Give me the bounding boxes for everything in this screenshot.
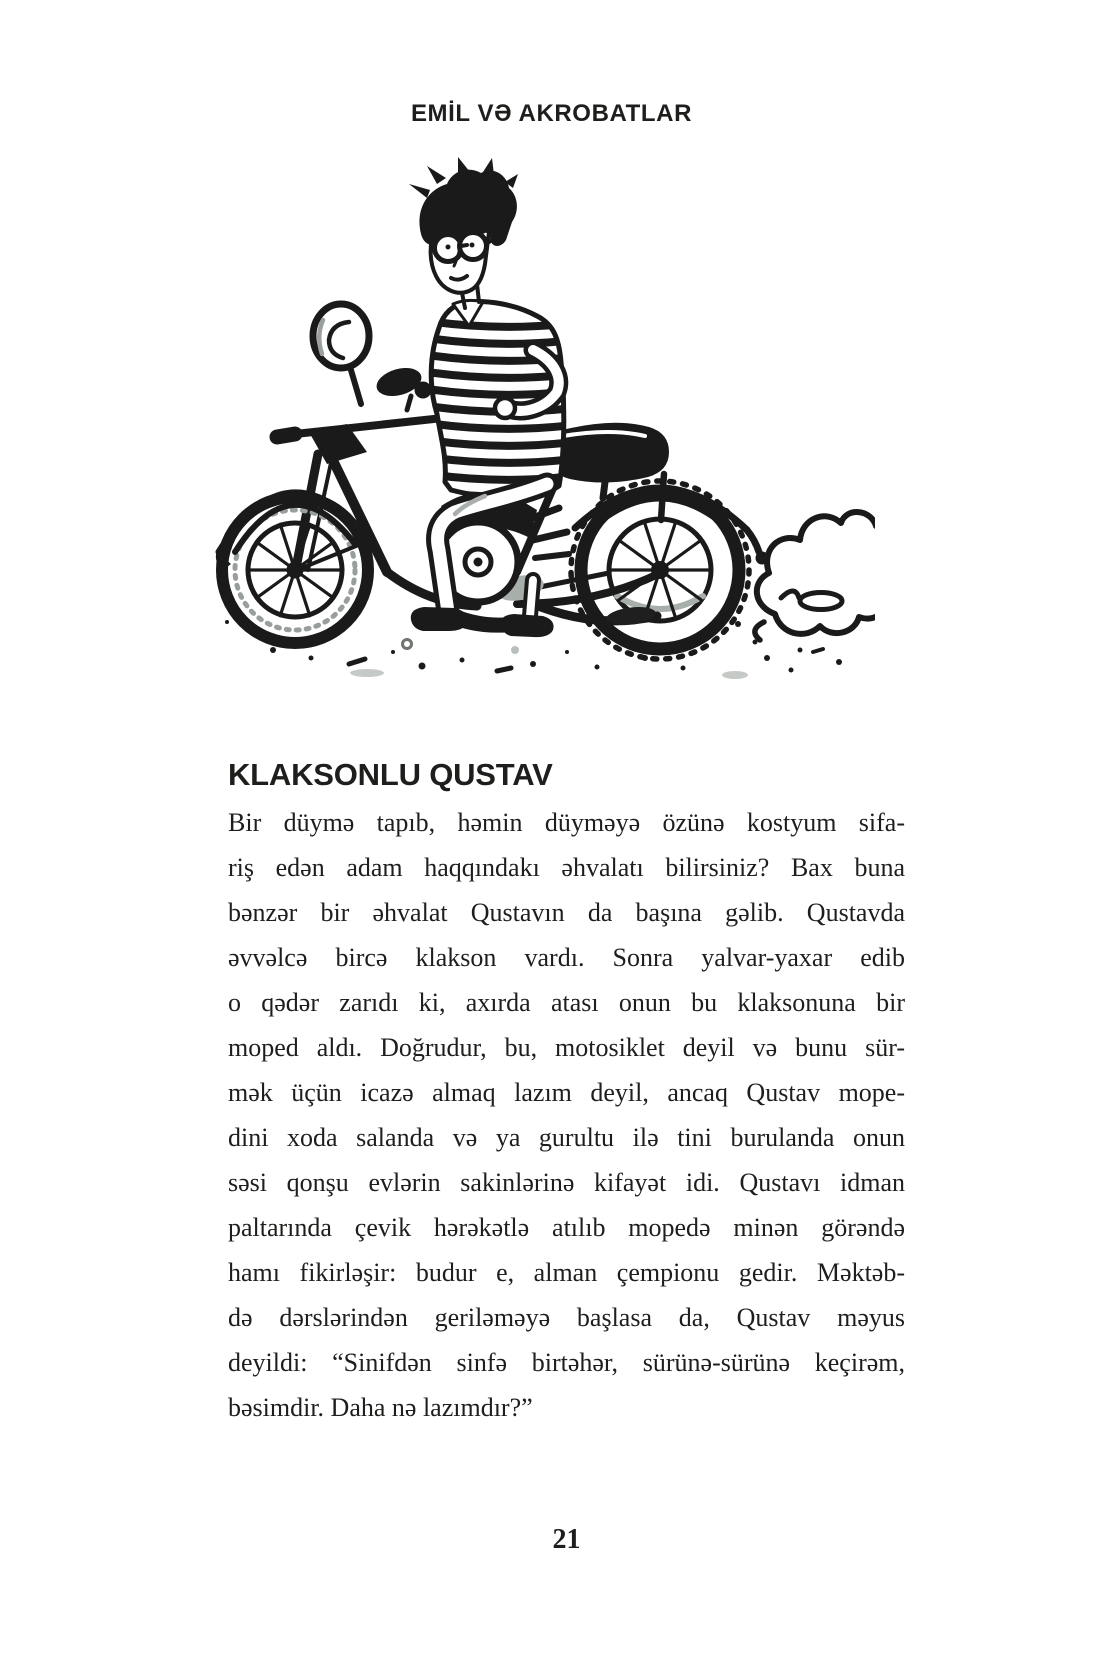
paragraph-line: əvvəlcə bircə klakson vardı. Sonra yalvar-yaxar edib <box>228 943 905 972</box>
page-content <box>228 756 905 1430</box>
body-paragraph <box>228 800 905 1430</box>
moped-illustration <box>215 152 875 697</box>
paragraph-line: riş edən adam haqqındakı əhvalatı bilirsiniz? Bax buna <box>228 853 905 882</box>
paragraph-line: moped aldı. Doğrudur, bu, motosiklet deyil və bunu sür- <box>228 1033 905 1062</box>
running-header: EMİL VƏ AKROBATLAR <box>410 100 693 127</box>
paragraph-line: də dərslərindən geriləməyə başlasa da, Qustav məyus <box>228 1303 905 1332</box>
shoe-graphic <box>411 607 467 631</box>
paragraph-line: bəsimdir. Daha nə lazımdır?” <box>228 1393 533 1422</box>
page-number: 21 <box>552 1524 581 1555</box>
paragraph-line: dini xoda salanda və ya gurultu ilə tini burulanda onun <box>228 1123 905 1152</box>
paragraph-line: səsi qonşu evlərin sakinlərinə kifayət idi. Qustavı idman <box>228 1168 905 1197</box>
boy-on-moped-drawing <box>215 152 875 692</box>
paragraph-line: bənzər bir əhvalat Qustavın da başına gəlib. Qustavda <box>228 898 905 927</box>
paragraph-line: o qədər zarıdı ki, axırda atası onun bu klaksonuna bir <box>228 988 905 1017</box>
hand-graphic <box>495 398 515 418</box>
section-heading: KLAKSONLU QUSTAV <box>228 757 553 792</box>
paragraph-line: deyildi: “Sinifdən sinfə birtəhər, sürünə-sürünə keçirəm, <box>228 1348 905 1377</box>
paragraph-line: paltarında çevik hərəkətlə atılıb mopedə minən görəndə <box>228 1213 905 1242</box>
paragraph-line: hamı fikirləşir: budur e, alman çempionu gedir. Məktəb- <box>228 1258 905 1287</box>
paragraph-line: Bir düymə tapıb, həmin düyməyə özünə kostyum sifa- <box>228 808 905 837</box>
paragraph-line: mək üçün icazə almaq lazım deyil, ancaq Qustav mope- <box>228 1078 905 1107</box>
rider-head-graphic <box>409 157 518 293</box>
exhaust-cloud-graphic <box>735 512 875 652</box>
